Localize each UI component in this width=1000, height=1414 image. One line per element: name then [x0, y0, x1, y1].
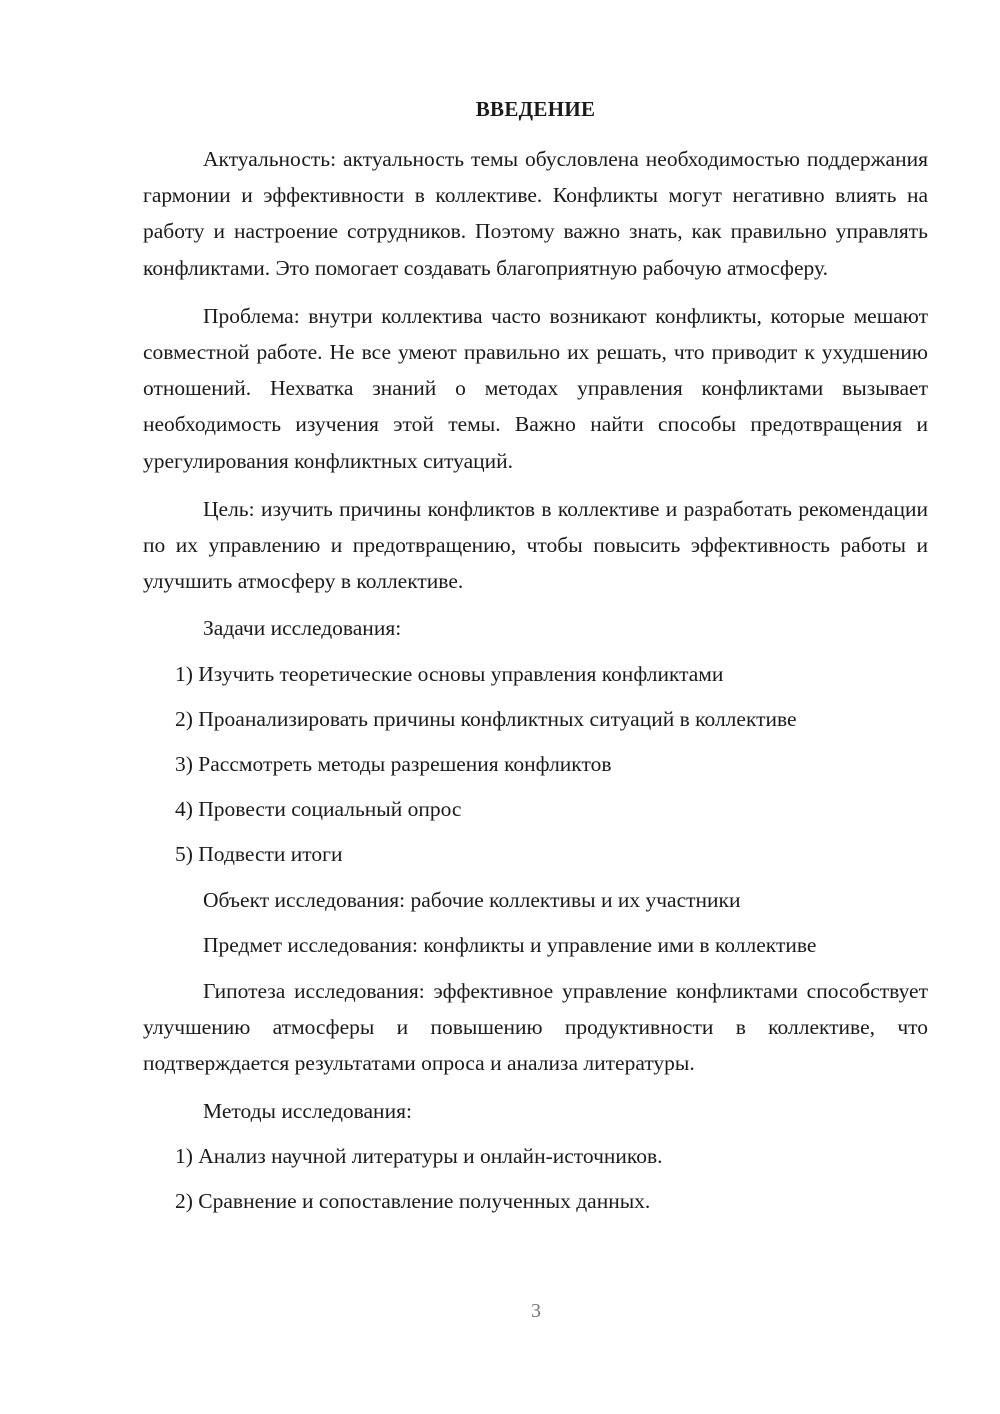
task-item-4: 4) Провести социальный опрос	[175, 797, 462, 822]
page-number: 3	[531, 1300, 541, 1322]
method-item-1: 1) Анализ научной литературы и онлайн-источников.	[175, 1143, 663, 1168]
hypothesis-paragraph: Гипотеза исследования: эффективное управление конфликтами способствует улучшению атмосферы и повышению продуктивности в коллективе, что подтверждается результатами опроса и анализа литературы.	[143, 978, 928, 1076]
section-heading: ВВЕДЕНИЕ	[475, 97, 596, 121]
method-item-2: 2) Сравнение и сопоставление полученных данных.	[175, 1188, 651, 1213]
research-object: Объект исследования: рабочие коллективы и их участники	[203, 887, 741, 912]
tasks-label: Задачи исследования:	[203, 616, 402, 641]
task-item-5: 5) Подвести итоги	[175, 842, 343, 867]
page-content	[143, 92, 928, 1229]
task-item-1: 1) Изучить теоретические основы управления конфликтами	[175, 661, 724, 686]
methods-label: Методы исследования:	[203, 1098, 412, 1123]
goal-paragraph: Цель: изучить причины конфликтов в коллективе и разработать рекомендации по их управлению и предотвращению, чтобы повысить эффективность работы и улучшить атмосферу в коллективе.	[143, 496, 928, 594]
task-item-3: 3) Рассмотреть методы разрешения конфликтов	[175, 752, 612, 776]
research-subject: Предмет исследования: конфликты и управление ими в коллективе	[203, 932, 817, 957]
relevance-paragraph: Актуальность: актуальность темы обусловлена необходимостью поддержания гармонии и эффективности в коллективе. Конфликты могут негативно влиять на работу и настроение сотрудников. Поэтому важно знать, как правильно управлять конфликтами. Это помогает создавать благоприятную рабочую атмосферу.	[143, 147, 928, 280]
task-item-2: 2) Проанализировать причины конфликтных ситуаций в коллективе	[175, 706, 797, 731]
problem-paragraph: Проблема: внутри коллектива часто возникают конфликты, которые мешают совместной работе. Не все умеют правильно их решать, что приводит к ухудшению отношений. Нехватка знаний о методах управления конфликтами вызывает необходимость изучения этой темы. Важно найти способы предотвращения и урегулирования конфликтных ситуаций.	[143, 303, 928, 473]
